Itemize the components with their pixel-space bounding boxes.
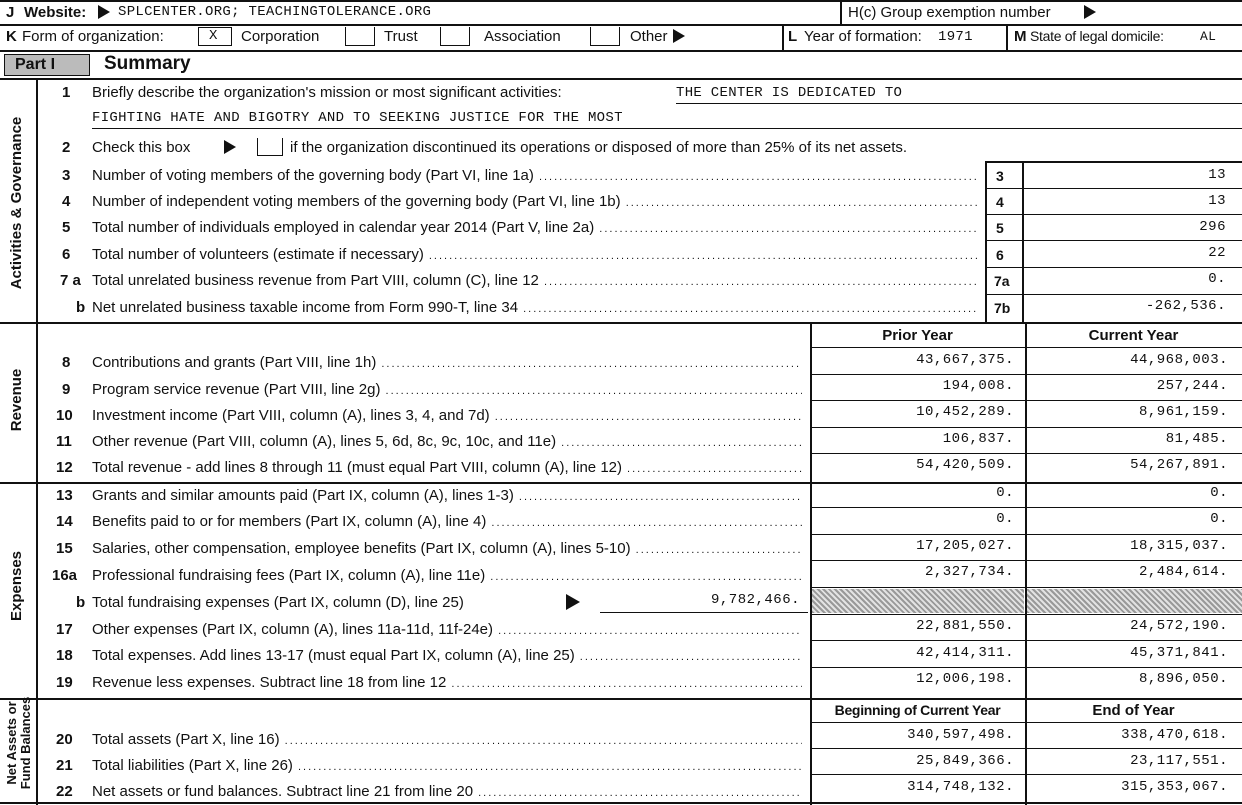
- line-17-text: Other expenses (Part IX, column (A), lines 11a-11d, 11f-24e) .....: [92, 621, 802, 638]
- association-label: Association: [484, 28, 561, 45]
- line-19-number: 19: [56, 674, 73, 691]
- line-16b-text: Total fundraising expenses (Part IX, column (D), line 25): [92, 594, 464, 611]
- line-4-text: Number of independent voting members of the governing body (Part VI, line 1b) .....: [92, 193, 978, 210]
- exp-rule-16a: [810, 587, 1242, 588]
- state-domicile-label: State of legal domicile:: [1030, 28, 1164, 44]
- line-3-text: Number of voting members of the governing body (Part VI, line 1a) .....: [92, 167, 978, 184]
- gov-top-rule: [985, 161, 1242, 163]
- line-11-number: 11: [56, 433, 72, 450]
- line-16b-number: b: [76, 594, 86, 611]
- summary-rule: [0, 78, 1242, 80]
- line-13-current[interactable]: 0.: [1210, 485, 1228, 501]
- end-of-year-header: End of Year: [1092, 702, 1175, 719]
- gov-rule-3: [985, 188, 1242, 189]
- line-15-number: 15: [56, 540, 73, 557]
- rev-header-rule: [810, 347, 1242, 348]
- current-year-header: Current Year: [1088, 327, 1179, 344]
- line-16b-value[interactable]: 9,782,466.: [710, 592, 800, 608]
- section-net-assets-2: Fund Balances: [18, 696, 33, 790]
- line-11-current[interactable]: 81,485.: [1165, 431, 1228, 447]
- line-22-end[interactable]: 315,353,067.: [1121, 779, 1228, 795]
- j-label: J: [6, 4, 15, 21]
- line-13-prior[interactable]: 0.: [996, 485, 1014, 501]
- trust-checkbox[interactable]: [345, 27, 375, 46]
- hc-label: H(c) Group exemption number: [848, 4, 1051, 21]
- gov-rule-4: [985, 214, 1242, 215]
- gov-rule-5: [985, 240, 1242, 241]
- mission-underline-2: [92, 128, 1242, 129]
- line-11-text: Other revenue (Part VIII, column (A), lines 5, 6d, 8c, 9c, 10c, and 11e) .....: [92, 433, 802, 450]
- line-1-text: Briefly describe the organization's mission or most significant activities:: [92, 84, 562, 101]
- line-18-text: Total expenses. Add lines 13-17 (must equal Part IX, column (A), line 25) .....: [92, 647, 802, 664]
- line-10-text: Investment income (Part VIII, column (A), lines 3, 4, and 7d) .....: [92, 407, 802, 424]
- line-22-beginning[interactable]: 314,748,132.: [907, 779, 1014, 795]
- line-4-number: 4: [62, 193, 71, 210]
- line-20-text: Total assets (Part X, line 16) .....: [92, 731, 802, 748]
- part-label-box: [4, 54, 90, 76]
- prior-year-header: Prior Year: [882, 327, 953, 344]
- line-5-value[interactable]: 296: [1199, 219, 1226, 235]
- line-5-ref: 5: [996, 220, 1004, 236]
- line-18-current[interactable]: 45,371,841.: [1130, 645, 1228, 661]
- corporation-check-mark: X: [209, 28, 218, 44]
- line-8-current[interactable]: 44,968,003.: [1130, 352, 1228, 368]
- line-12-prior[interactable]: 54,420,509.: [916, 457, 1014, 473]
- prior-column-left-divider: [810, 322, 812, 805]
- line-7a-value[interactable]: 0.: [1208, 271, 1226, 287]
- website-label: Website:: [24, 4, 87, 21]
- line-1-number: 1: [62, 84, 71, 101]
- other-label: Other: [630, 28, 668, 45]
- year-formation-value[interactable]: 1971: [938, 29, 973, 45]
- line-3-value[interactable]: 13: [1208, 167, 1226, 183]
- line-16b-underline: [600, 612, 808, 613]
- line-19-text: Revenue less expenses. Subtract line 18 from line 12 .....: [92, 674, 802, 691]
- mission-answer-line-2[interactable]: FIGHTING HATE AND BIGOTRY AND TO SEEKING JUSTICE FOR THE MOST: [92, 110, 623, 126]
- line-8-text: Contributions and grants (Part VIII, line 1h) .....: [92, 354, 802, 371]
- line-13-text: Grants and similar amounts paid (Part IX, column (A), lines 1-3) .....: [92, 487, 802, 504]
- line-16a-number: 16a: [52, 567, 78, 584]
- line-17-current[interactable]: 24,572,190.: [1130, 618, 1228, 634]
- line-6-text: Total number of volunteers (estimate if necessary) .....: [92, 246, 978, 263]
- line-7b-value[interactable]: -262,536.: [1145, 298, 1226, 314]
- line-12-text: Total revenue - add lines 8 through 11 (must equal Part VIII, column (A), line 12) .....: [92, 459, 802, 476]
- gov-ref-right-divider: [1022, 161, 1024, 322]
- top-rule: [0, 0, 1242, 2]
- line-4-value[interactable]: 13: [1208, 193, 1226, 209]
- line-10-prior[interactable]: 10,452,289.: [916, 404, 1014, 420]
- rev-rule-10: [810, 427, 1242, 428]
- line-14-prior[interactable]: 0.: [996, 511, 1014, 527]
- line-9-prior[interactable]: 194,008.: [942, 378, 1014, 394]
- line-7a-number: 7 a: [60, 272, 81, 289]
- current-column-left-divider: [1025, 322, 1027, 805]
- activities-bottom-rule: [0, 322, 1242, 324]
- exp-rule-16b: [810, 614, 1242, 615]
- section-revenue: Revenue: [8, 368, 25, 432]
- line-16b-prior-shaded-cell: [812, 589, 1024, 613]
- gov-rule-6: [985, 267, 1242, 268]
- m-divider: [1006, 24, 1008, 50]
- line-15-current[interactable]: 18,315,037.: [1130, 538, 1228, 554]
- line-7a-text: Total unrelated business revenue from Part VIII, column (C), line 12 .....: [92, 272, 978, 289]
- line-14-text: Benefits paid to or for members (Part IX, column (A), line 4) .....: [92, 513, 802, 530]
- net-rule-21: [810, 774, 1242, 775]
- line-3-ref: 3: [996, 168, 1004, 184]
- line-9-number: 9: [62, 381, 71, 398]
- exp-rule-15: [810, 560, 1242, 561]
- other-arrow-icon: [673, 28, 685, 45]
- exp-rule-13: [810, 507, 1242, 508]
- line-4-ref: 4: [996, 194, 1004, 210]
- year-formation-label: Year of formation:: [804, 28, 922, 45]
- section-expenses: Expenses: [8, 550, 25, 622]
- website-value[interactable]: SPLCENTER.ORG; TEACHINGTOLERANCE.ORG: [118, 4, 432, 20]
- l-divider: [782, 24, 784, 50]
- gov-ref-left-divider: [985, 161, 987, 322]
- state-domicile-value[interactable]: AL: [1200, 29, 1217, 44]
- line-2-arrow-icon: [224, 139, 236, 156]
- line-7b-text: Net unrelated business taxable income from Form 990-T, line 34 .....: [92, 299, 978, 316]
- hc-divider: [840, 0, 842, 24]
- part-title: Summary: [104, 53, 191, 74]
- line-16a-current[interactable]: 2,484,614.: [1138, 564, 1228, 580]
- part-label: Part I: [15, 56, 56, 73]
- line-9-text: Program service revenue (Part VIII, line 2g) .....: [92, 381, 802, 398]
- line-16a-prior[interactable]: 2,327,734.: [924, 564, 1014, 580]
- line-22-text: Net assets or fund balances. Subtract line 21 from line 20 .....: [92, 783, 802, 800]
- line-10-number: 10: [56, 407, 73, 424]
- line-7b-ref: 7b: [994, 300, 1011, 316]
- other-checkbox[interactable]: [590, 27, 620, 46]
- line-6-ref: 6: [996, 247, 1004, 263]
- line-15-text: Salaries, other compensation, employee benefits (Part IX, column (A), lines 5-10) .....: [92, 540, 802, 557]
- corporation-checkbox[interactable]: [198, 27, 232, 46]
- line-20-number: 20: [56, 731, 73, 748]
- mission-answer-line-1[interactable]: THE CENTER IS DEDICATED TO: [676, 85, 903, 101]
- rev-rule-8: [810, 374, 1242, 375]
- line-19-prior[interactable]: 12,006,198.: [916, 671, 1014, 687]
- line-12-number: 12: [56, 459, 73, 476]
- line-2-text-a: Check this box: [92, 139, 191, 156]
- mission-underline-1: [676, 103, 1242, 104]
- bottom-rule: [0, 802, 1242, 804]
- line-21-number: 21: [56, 757, 73, 774]
- line-17-prior[interactable]: 22,881,550.: [916, 618, 1014, 634]
- section-net-assets-1: Net Assets or: [4, 701, 19, 785]
- exp-rule-17: [810, 640, 1242, 641]
- hc-arrow-icon: [1084, 4, 1096, 21]
- part-rule: [0, 50, 1242, 52]
- line-16b-arrow-icon: [566, 594, 580, 612]
- exp-rule-14: [810, 534, 1242, 535]
- line-5-text: Total number of individuals employed in calendar year 2014 (Part V, line 2a) .....: [92, 219, 978, 236]
- line-14-number: 14: [56, 513, 73, 530]
- line-11-prior[interactable]: 106,837.: [942, 431, 1014, 447]
- line-9-current[interactable]: 257,244.: [1156, 378, 1228, 394]
- l-label: L: [788, 28, 798, 45]
- line-16b-current-shaded-cell: [1027, 589, 1242, 613]
- line-3-number: 3: [62, 167, 71, 184]
- line-8-number: 8: [62, 354, 71, 371]
- exp-rule-18: [810, 667, 1242, 668]
- line-7a-ref: 7a: [994, 273, 1010, 289]
- net-header-rule: [810, 722, 1242, 723]
- line-21-text: Total liabilities (Part X, line 26) .....: [92, 757, 802, 774]
- association-checkbox[interactable]: [440, 27, 470, 46]
- line-21-end[interactable]: 23,117,551.: [1130, 753, 1228, 769]
- line-10-current[interactable]: 8,961,159.: [1138, 404, 1228, 420]
- line-18-number: 18: [56, 647, 73, 664]
- line-17-number: 17: [56, 621, 73, 638]
- line-21-beginning[interactable]: 25,849,366.: [916, 753, 1014, 769]
- line-2-text-b: if the organization discontinued its operations or disposed of more than 25% of its net assets.: [290, 139, 908, 156]
- k-label: K: [6, 28, 17, 45]
- line-14-current[interactable]: 0.: [1210, 511, 1228, 527]
- line-20-beginning[interactable]: 340,597,498.: [907, 727, 1014, 743]
- row-k-rule: [0, 24, 1242, 26]
- line-18-prior[interactable]: 42,414,311.: [916, 645, 1014, 661]
- rev-rule-9: [810, 400, 1242, 401]
- website-arrow-icon: [98, 4, 110, 21]
- line-6-number: 6: [62, 246, 71, 263]
- corporation-label: Corporation: [241, 28, 320, 45]
- line-19-current[interactable]: 8,896,050.: [1138, 671, 1228, 687]
- line-2-number: 2: [62, 139, 71, 156]
- line-7b-number: b: [76, 299, 86, 316]
- revenue-bottom-rule: [0, 482, 1242, 484]
- line-8-prior[interactable]: 43,667,375.: [916, 352, 1014, 368]
- rev-rule-11: [810, 453, 1242, 454]
- line-22-number: 22: [56, 783, 73, 800]
- line-15-prior[interactable]: 17,205,027.: [916, 538, 1014, 554]
- line-6-value[interactable]: 22: [1208, 245, 1226, 261]
- form-org-label: Form of organization:: [22, 28, 164, 45]
- line-12-current[interactable]: 54,267,891.: [1130, 457, 1228, 473]
- expenses-bottom-rule: [0, 698, 1242, 700]
- gov-rule-7a: [985, 294, 1242, 295]
- line-20-end[interactable]: 338,470,618.: [1121, 727, 1228, 743]
- line-5-number: 5: [62, 219, 71, 236]
- trust-label: Trust: [384, 28, 418, 45]
- section-activities-governance: Activities & Governance: [8, 116, 25, 290]
- discontinued-checkbox[interactable]: [257, 138, 283, 156]
- beginning-year-header: Beginning of Current Year: [834, 702, 1001, 718]
- net-rule-20: [810, 748, 1242, 749]
- line-16a-text: Professional fundraising fees (Part IX, column (A), line 11e) .....: [92, 567, 802, 584]
- line-13-number: 13: [56, 487, 73, 504]
- m-label: M: [1014, 28, 1027, 45]
